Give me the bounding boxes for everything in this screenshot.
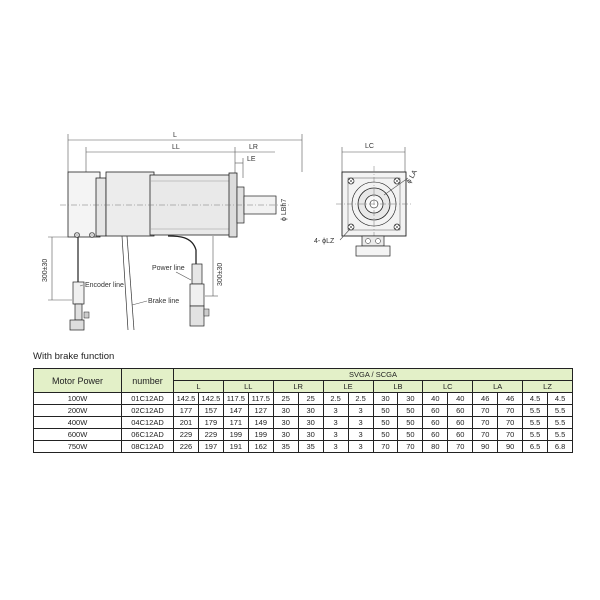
- cell-dimension-value: 229: [174, 429, 199, 441]
- table-row: [34, 441, 573, 453]
- cell-dimension-value: 46: [473, 393, 498, 405]
- dim-label-ll: LL: [172, 144, 180, 151]
- cell-dimension-value: 2.5: [348, 393, 373, 405]
- cell-number: 01C12AD: [122, 393, 174, 405]
- cell-motor-power: 750W: [34, 441, 122, 453]
- cell-dimension-value: 50: [398, 405, 423, 417]
- cell-dimension-value: 3: [323, 417, 348, 429]
- cell-dimension-value: 25: [273, 393, 298, 405]
- cell-dimension-value: 25: [298, 393, 323, 405]
- cell-dimension-value: 3: [348, 417, 373, 429]
- col-header-la: LA: [473, 381, 523, 393]
- cell-dimension-value: 60: [423, 417, 448, 429]
- cell-dimension-value: 162: [248, 441, 273, 453]
- table-row: [34, 405, 573, 417]
- cell-dimension-value: 177: [174, 405, 199, 417]
- cell-dimension-value: 201: [174, 417, 199, 429]
- cell-dimension-value: 199: [223, 429, 248, 441]
- cell-dimension-value: 70: [498, 429, 523, 441]
- cell-dimension-value: 117.5: [248, 393, 273, 405]
- cell-dimension-value: 149: [248, 417, 273, 429]
- callout-power-line: Power line: [152, 265, 185, 272]
- cell-dimension-value: 60: [423, 429, 448, 441]
- col-header-lz: LZ: [523, 381, 573, 393]
- cell-dimension-value: 191: [223, 441, 248, 453]
- cell-dimension-value: 4.5: [523, 393, 548, 405]
- col-header-l: L: [174, 381, 224, 393]
- col-header-ll: LL: [223, 381, 273, 393]
- encoder-plug: [70, 320, 84, 330]
- brake-wire-2: [127, 236, 134, 330]
- dim-label-lr: LR: [249, 144, 258, 151]
- cell-dimension-value: 142.5: [174, 393, 199, 405]
- cell-dimension-value: 70: [473, 417, 498, 429]
- power-connector: [190, 284, 204, 306]
- cell-dimension-value: 5.5: [523, 429, 548, 441]
- cell-dimension-value: 5.5: [523, 417, 548, 429]
- dim-label-lc: LC: [365, 143, 374, 150]
- encoder-cover: [68, 172, 100, 237]
- cell-dimension-value: 60: [423, 405, 448, 417]
- cell-dimension-value: 70: [498, 405, 523, 417]
- cell-motor-power: 100W: [34, 393, 122, 405]
- cell-dimension-value: 70: [448, 441, 473, 453]
- cell-dimension-value: 199: [248, 429, 273, 441]
- motor-side-view: [42, 132, 302, 330]
- cell-dimension-value: 3: [323, 429, 348, 441]
- cell-dimension-value: 70: [373, 441, 398, 453]
- cell-dimension-value: 3: [348, 405, 373, 417]
- cell-dimension-value: 2.5: [323, 393, 348, 405]
- cell-dimension-value: 90: [498, 441, 523, 453]
- dim-label-lz: 4- ϕLZ: [314, 238, 335, 245]
- table-row: [34, 417, 573, 429]
- cell-dimension-value: 80: [423, 441, 448, 453]
- cell-dimension-value: 60: [448, 429, 473, 441]
- cell-dimension-value: 171: [223, 417, 248, 429]
- table-row: [34, 429, 573, 441]
- cell-dimension-value: 5.5: [548, 405, 573, 417]
- cell-dimension-value: 70: [473, 429, 498, 441]
- cell-dimension-value: 4.5: [548, 393, 573, 405]
- cell-dimension-value: 70: [398, 441, 423, 453]
- col-header-lc: LC: [423, 381, 473, 393]
- cell-dimension-value: 46: [498, 393, 523, 405]
- cell-dimension-value: 197: [198, 441, 223, 453]
- cell-dimension-value: 30: [273, 405, 298, 417]
- cell-dimension-value: 142.5: [198, 393, 223, 405]
- cell-dimension-value: 50: [398, 429, 423, 441]
- cell-dimension-value: 50: [373, 429, 398, 441]
- callout-encoder-line: Encoder line: [85, 282, 124, 289]
- motor-front-view: [314, 143, 419, 256]
- col-header-number: number: [122, 369, 174, 393]
- dim-label-la: ϕ LA: [405, 168, 419, 185]
- cell-dimension-value: 30: [398, 393, 423, 405]
- cell-dimension-value: 30: [298, 405, 323, 417]
- cell-dimension-value: 157: [198, 405, 223, 417]
- cell-dimension-value: 117.5: [223, 393, 248, 405]
- cell-dimension-value: 6.5: [523, 441, 548, 453]
- cell-dimension-value: 90: [473, 441, 498, 453]
- cell-dimension-value: 3: [348, 441, 373, 453]
- brake-section: [96, 178, 106, 236]
- cell-dimension-value: 60: [448, 417, 473, 429]
- dim-label-cable-left: 300±30: [42, 258, 49, 282]
- power-plug: [190, 306, 204, 326]
- cell-dimension-value: 226: [174, 441, 199, 453]
- cell-dimension-value: 5.5: [548, 429, 573, 441]
- dim-label-l: L: [173, 132, 177, 139]
- cell-dimension-value: 40: [448, 393, 473, 405]
- cell-dimension-value: 35: [298, 441, 323, 453]
- cell-dimension-value: 35: [273, 441, 298, 453]
- brake-housing: [106, 172, 154, 236]
- cell-dimension-value: 179: [198, 417, 223, 429]
- cell-number: 08C12AD: [122, 441, 174, 453]
- cell-dimension-value: 30: [298, 417, 323, 429]
- cell-dimension-value: 147: [223, 405, 248, 417]
- cell-dimension-value: 30: [373, 393, 398, 405]
- callout-brake-line: Brake line: [148, 298, 180, 305]
- cell-motor-power: 200W: [34, 405, 122, 417]
- cell-dimension-value: 30: [273, 429, 298, 441]
- col-header-motor-power: Motor Power: [34, 369, 122, 393]
- dim-label-le: LE: [247, 156, 256, 163]
- cell-number: 02C12AD: [122, 405, 174, 417]
- cell-motor-power: 400W: [34, 417, 122, 429]
- cell-motor-power: 600W: [34, 429, 122, 441]
- cell-number: 06C12AD: [122, 429, 174, 441]
- dimension-table-body: [34, 393, 573, 453]
- cell-dimension-value: 5.5: [523, 405, 548, 417]
- cell-dimension-value: 3: [323, 405, 348, 417]
- col-header-le: LE: [323, 381, 373, 393]
- col-header-lr: LR: [273, 381, 323, 393]
- cell-dimension-value: 70: [498, 417, 523, 429]
- cell-dimension-value: 50: [398, 417, 423, 429]
- cell-dimension-value: 50: [373, 417, 398, 429]
- table-row: [34, 393, 573, 405]
- cell-dimension-value: 40: [423, 393, 448, 405]
- cell-dimension-value: 229: [198, 429, 223, 441]
- cell-dimension-value: 3: [348, 429, 373, 441]
- cell-dimension-value: 30: [273, 417, 298, 429]
- cell-dimension-value: 70: [473, 405, 498, 417]
- cell-dimension-value: 50: [373, 405, 398, 417]
- section-title: With brake function: [33, 351, 115, 362]
- dimension-table: [33, 368, 573, 453]
- dim-label-cable-right: 300±30: [217, 262, 224, 286]
- cell-dimension-value: 60: [448, 405, 473, 417]
- cell-number: 04C12AD: [122, 417, 174, 429]
- cell-dimension-value: 3: [323, 441, 348, 453]
- cell-dimension-value: 6.8: [548, 441, 573, 453]
- col-header-group: SVGA / SCGA: [174, 369, 573, 381]
- dim-label-lb: ϕ LBh7: [281, 198, 288, 221]
- cell-dimension-value: 127: [248, 405, 273, 417]
- cell-dimension-value: 5.5: [548, 417, 573, 429]
- cell-dimension-value: 30: [298, 429, 323, 441]
- col-header-lb: LB: [373, 381, 423, 393]
